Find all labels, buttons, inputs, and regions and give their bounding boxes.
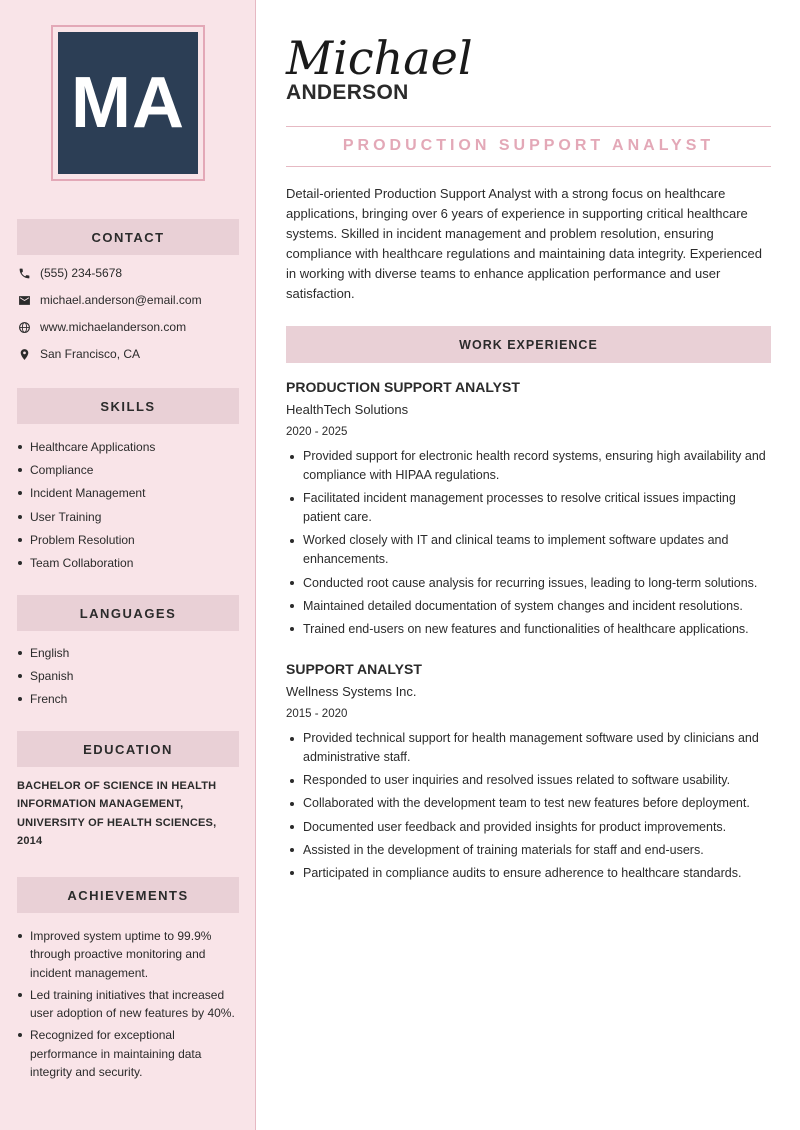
job-dates: 2015 - 2020: [286, 708, 348, 720]
job-bullet: Provided support for electronic health record systems, ensuring high availability and compliance with HIPAA regulations.: [286, 447, 776, 485]
job-bullet: Conducted root cause analysis for recurring issues, leading to long-term solutions.: [286, 574, 776, 593]
job-role: PRODUCTION SUPPORT ANALYST: [286, 379, 520, 395]
job-bullet: Documented user feedback and provided insights for product improvements.: [286, 818, 776, 837]
job-entry: [286, 378, 776, 643]
skills-list: [17, 439, 155, 578]
title-rule-bottom: [286, 166, 771, 167]
job-bullets: [286, 729, 776, 883]
email-text[interactable]: michael.anderson@email.com: [40, 293, 202, 307]
job-company: Wellness Systems Inc.: [286, 684, 417, 699]
contact-phone: [17, 265, 122, 281]
job-bullet: Provided technical support for health management software used by clinicians and administrative staff.: [286, 729, 776, 767]
job-bullet: Assisted in the development of training materials for staff and end-users.: [286, 841, 776, 860]
achievement-item: Recognized for exceptional performance in maintaining data integrity and security.: [17, 1026, 239, 1081]
education-heading: EDUCATION: [17, 731, 239, 767]
contact-heading: CONTACT: [17, 219, 239, 255]
skill-item: User Training: [17, 509, 155, 532]
job-role: SUPPORT ANALYST: [286, 661, 422, 677]
summary: Detail-oriented Production Support Analyst with a strong focus on healthcare applications, bringing over 6 years of experience in supporting critical healthcare systems. Skilled in incident management and problem resolution, ensuring compliance with healthcare regulations and maintaining data integrity. Experienced in working with diverse teams to enhance application performance and user satisfaction.: [286, 186, 762, 302]
job-bullet: Collaborated with the development team to test new features before deployment.: [286, 794, 776, 813]
skill-item: Problem Resolution: [17, 532, 155, 555]
job-bullet: Worked closely with IT and clinical teams to implement software updates and enhancements.: [286, 531, 776, 569]
map-pin-icon: [17, 347, 31, 361]
job-dates: 2020 - 2025: [286, 426, 348, 438]
contact-email: [17, 292, 202, 308]
achievement-item: Led training initiatives that increased user adoption of new features by 40%.: [17, 986, 239, 1023]
skill-item: Healthcare Applications: [17, 439, 155, 462]
skill-item: Team Collaboration: [17, 555, 155, 578]
contact-location: [17, 346, 140, 362]
work-experience-heading: WORK EXPERIENCE: [286, 326, 771, 363]
first-name: Michael: [286, 31, 473, 85]
globe-icon: [17, 320, 31, 334]
job-title: PRODUCTION SUPPORT ANALYST: [342, 137, 715, 154]
languages-heading: LANGUAGES: [17, 595, 239, 631]
monogram: MA: [58, 32, 198, 174]
last-name: ANDERSON: [286, 81, 409, 104]
envelope-icon: [17, 293, 31, 307]
phone-icon: [17, 266, 31, 280]
website-text[interactable]: www.michaelanderson.com: [40, 320, 187, 334]
monogram-frame: [51, 25, 205, 181]
job-entry: [286, 660, 776, 887]
title-rule-top: [286, 126, 771, 127]
job-bullet: Trained end-users on new features and functionalities of healthcare applications.: [286, 620, 776, 639]
language-item: French: [17, 691, 73, 714]
job-company: HealthTech Solutions: [286, 402, 409, 417]
job-bullet: Responded to user inquiries and resolved issues related to software usability.: [286, 771, 776, 790]
job-bullet: Maintained detailed documentation of system changes and incident resolutions.: [286, 597, 776, 616]
achievement-item: Improved system uptime to 99.9% through proactive monitoring and incident management.: [17, 927, 239, 982]
languages-list: [17, 645, 73, 715]
job-bullets: [286, 447, 776, 639]
contact-website: [17, 319, 186, 335]
skills-heading: SKILLS: [17, 388, 239, 424]
language-item: Spanish: [17, 668, 73, 691]
phone-text: (555) 234-5678: [40, 266, 123, 280]
location-text: San Francisco, CA: [40, 347, 141, 361]
achievements-list: [17, 927, 239, 1085]
skill-item: Compliance: [17, 462, 155, 485]
achievements-heading: ACHIEVEMENTS: [17, 877, 239, 913]
job-bullet: Facilitated incident management processes to resolve critical issues impacting patient care.: [286, 489, 776, 527]
skill-item: Incident Management: [17, 485, 155, 508]
language-item: English: [17, 645, 73, 668]
education-text: BACHELOR OF SCIENCE IN HEALTH INFORMATION MANAGEMENT, UNIVERSITY OF HEALTH SCIENCES, 2014: [17, 780, 217, 847]
job-bullet: Participated in compliance audits to ensure adherence to healthcare standards.: [286, 864, 776, 883]
sidebar: [0, 0, 256, 1130]
